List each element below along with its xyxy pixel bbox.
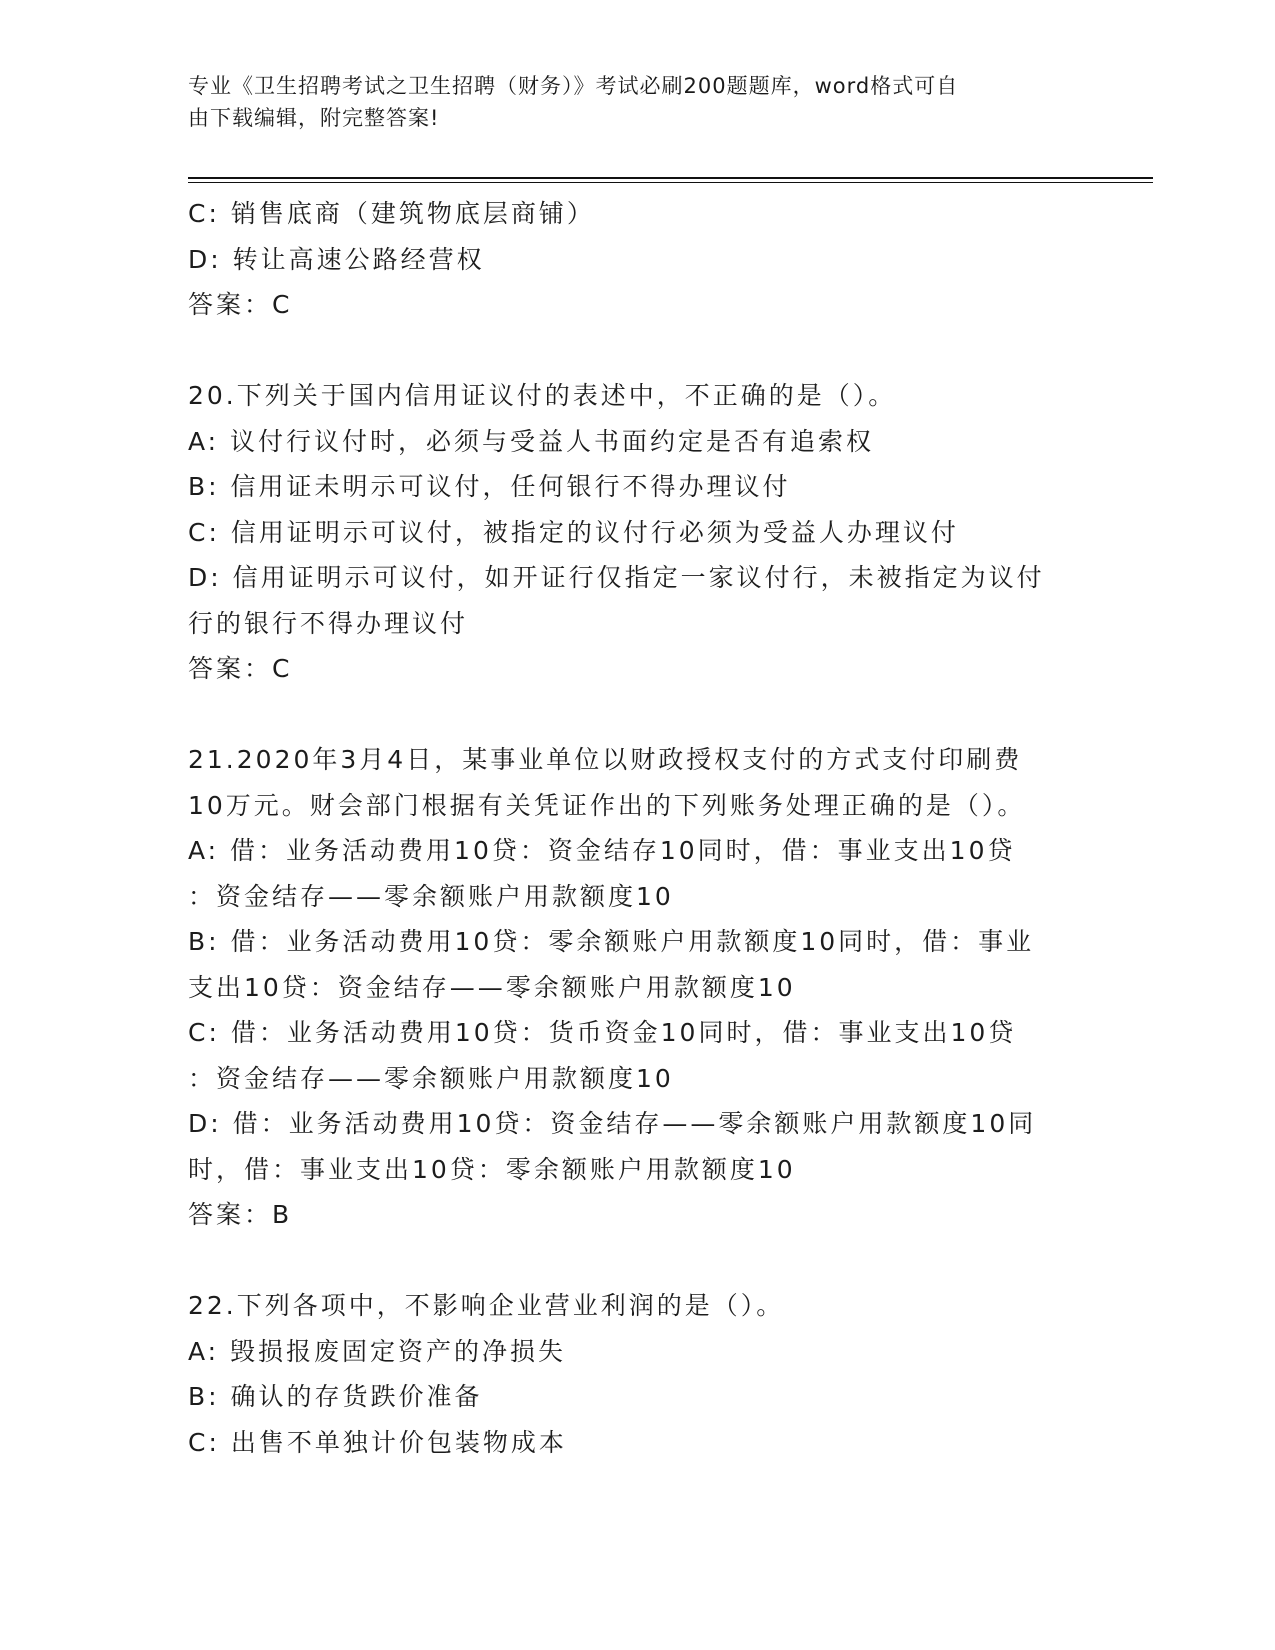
option-b-continued: 支出10贷：资金结存——零余额账户用款额度10 [188,972,796,1002]
header-line-2: 由下载编辑，附完整答案! [188,106,440,130]
option-a: A: 议付行议付时，必须与受益人书面约定是否有追索权 [188,426,875,456]
question-stem: 21.2020年3月4日，某事业单位以财政授权支付的方式支付印刷费 [188,745,1023,774]
page-header [188,70,1068,134]
option-b: B: 确认的存货跌价准备 [188,1382,483,1411]
option-d-continued: 时，借：事业支出10贷：零余额账户用款额度10 [188,1154,796,1184]
option-d: D: 信用证明示可议付，如开证行仅指定一家议付行，未被指定为议付 [188,563,1045,592]
header-rule-thick [188,177,1153,179]
spacer [188,692,1078,738]
option-a-continued: ：资金结存——零余额账户用款额度10 [188,881,674,911]
question-19-tail [188,191,1078,328]
option-d: D: 转让高速公路经营权 [188,244,485,274]
option-b: B: 借：业务活动费用10贷：零余额账户用款额度10同时，借：事业 [188,927,1035,956]
question-22 [188,1283,1078,1465]
header-line-1: 专业《卫生招聘考试之卫生招聘（财务）》考试必刷200题题库，word格式可自 [188,74,959,98]
option-c: C: 出售不单独计价包装物成本 [188,1427,567,1457]
spacer [188,1238,1078,1284]
option-d-continued: 行的银行不得办理议付 [188,608,469,638]
question-21 [188,737,1078,1238]
answer: 答案：C [188,654,293,683]
answer: 答案：C [188,290,293,319]
header-rule-thin [188,182,1153,183]
option-c: C: 销售底商（建筑物底层商铺） [188,199,595,228]
option-a: A: 借：业务活动费用10贷：资金结存10同时，借：事业支出10贷 [188,836,1016,865]
answer: 答案：B [188,1200,293,1229]
question-stem-continued: 10万元。财会部门根据有关凭证作出的下列账务处理正确的是（）。 [188,790,1026,820]
question-stem: 20.下列关于国内信用证议付的表述中，不正确的是（）。 [188,381,897,410]
question-stem: 22.下列各项中，不影响企业营业利润的是（）。 [188,1291,785,1320]
option-a: A: 毁损报废固定资产的净损失 [188,1336,567,1366]
option-c-continued: ：资金结存——零余额账户用款额度10 [188,1063,674,1093]
option-b: B: 信用证未明示可议付，任何银行不得办理议付 [188,472,791,501]
option-c: C: 借：业务活动费用10贷：货币资金10同时，借：事业支出10贷 [188,1018,1017,1047]
question-20 [188,373,1078,692]
document-body [188,191,1078,1465]
option-c: C: 信用证明示可议付，被指定的议付行必须为受益人办理议付 [188,517,959,547]
option-d: D: 借：业务活动费用10贷：资金结存——零余额账户用款额度10同 [188,1109,1037,1138]
spacer [188,328,1078,374]
